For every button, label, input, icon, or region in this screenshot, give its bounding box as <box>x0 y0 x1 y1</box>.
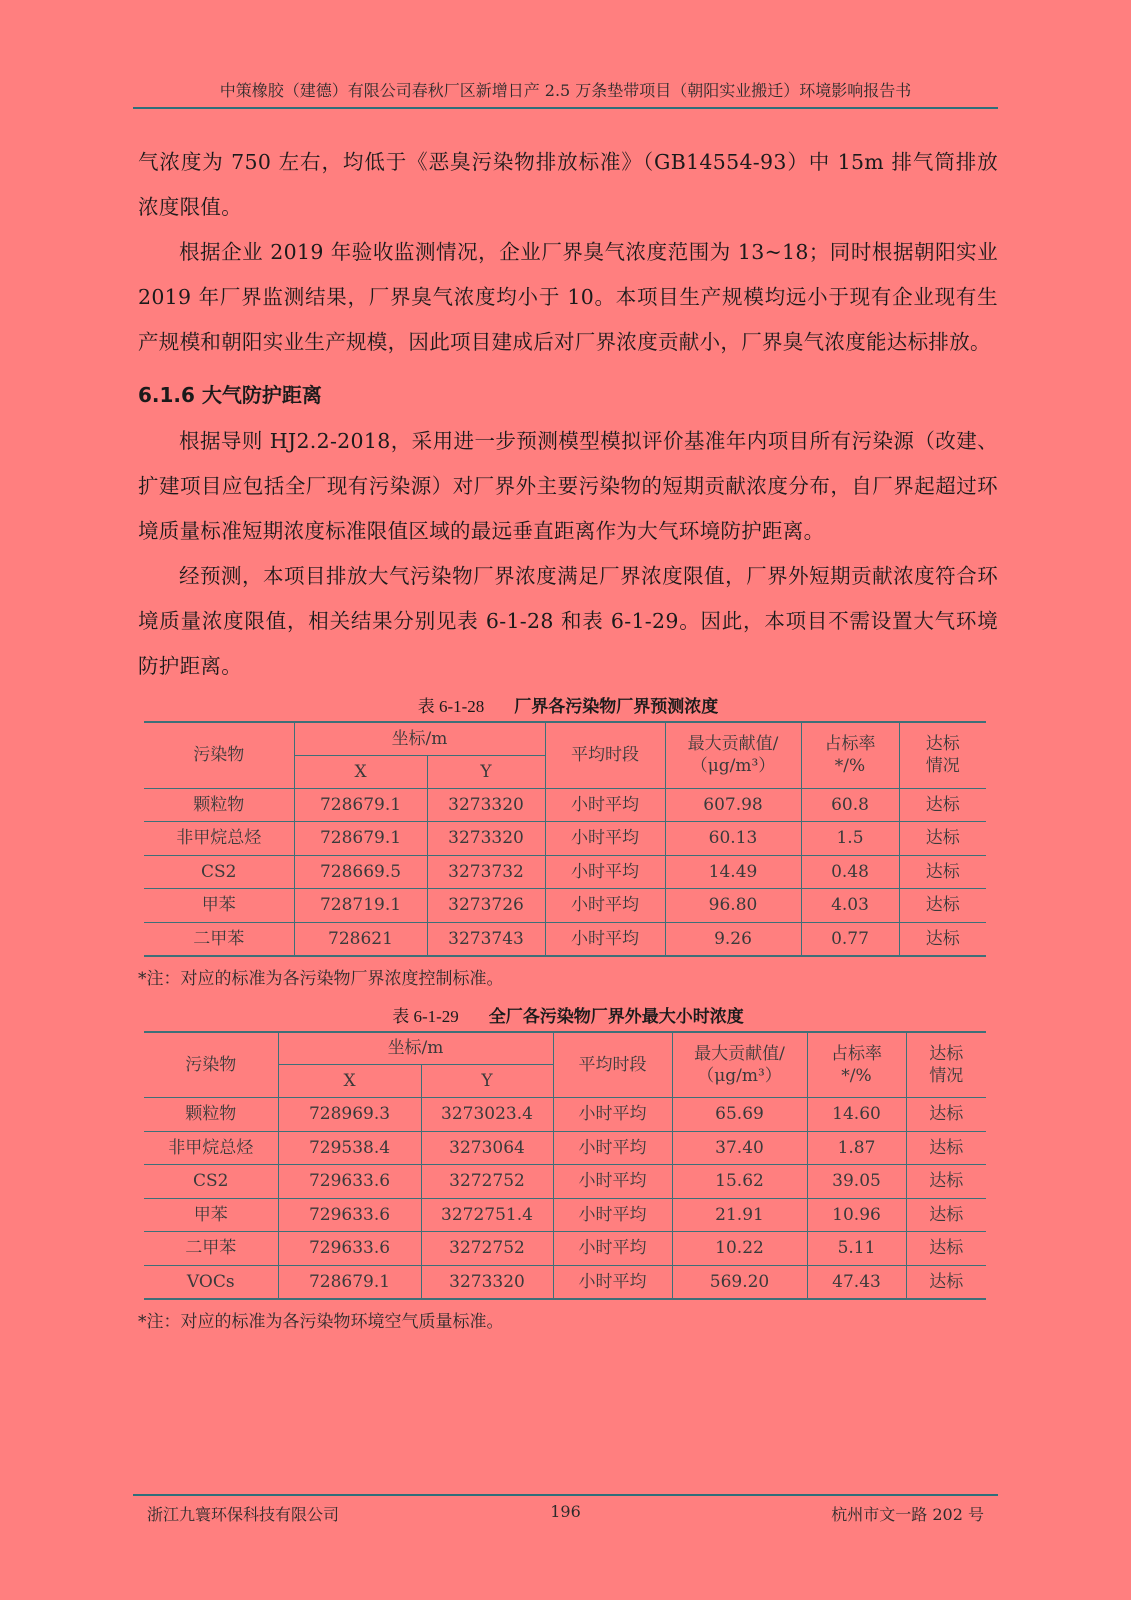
header-status-line1: 达标 <box>929 1043 964 1064</box>
table1 <box>144 721 986 957</box>
header-status-line2: 情况 <box>925 756 960 777</box>
cell: 728719.1 <box>294 889 427 923</box>
header-ratio-line2: */% <box>834 756 866 777</box>
cell: 小时平均 <box>545 822 665 856</box>
cell: CS2 <box>144 1165 278 1199</box>
cell: CS2 <box>144 855 294 889</box>
cell: 小时平均 <box>553 1098 672 1132</box>
cell: 60.8 <box>801 788 899 822</box>
cell: 3273743 <box>427 922 545 956</box>
table-row <box>144 1165 986 1199</box>
cell: 达标 <box>906 1198 986 1232</box>
cell: 1.87 <box>807 1131 906 1165</box>
cell: 3272752 <box>421 1165 553 1199</box>
cell: 60.13 <box>665 822 801 856</box>
header-max <box>665 722 801 788</box>
table-row <box>144 1198 986 1232</box>
cell: 9.26 <box>665 922 801 956</box>
cell: 二甲苯 <box>144 922 294 956</box>
cell: 728669.5 <box>294 855 427 889</box>
header-ratio <box>801 722 899 788</box>
section-title: 6.1.6 大气防护距离 <box>138 383 322 407</box>
header-status-line1: 达标 <box>925 734 960 755</box>
table-row <box>144 822 986 856</box>
cell: 3273320 <box>421 1265 553 1299</box>
cell: 14.49 <box>665 855 801 889</box>
cell: 达标 <box>906 1232 986 1266</box>
page-content <box>138 140 998 1336</box>
cell: 3273732 <box>427 855 545 889</box>
cell: 728679.1 <box>278 1265 421 1299</box>
footer-company: 浙江九寰环保科技有限公司 <box>147 1505 340 1524</box>
cell: 小时平均 <box>553 1232 672 1266</box>
paragraph-1: 气浓度为 750 左右，均低于《恶臭污染物排放标准》（GB14554-93）中 15m 排气筒排放浓度限值。 <box>138 150 998 219</box>
page-header <box>133 78 998 109</box>
table1-caption <box>138 693 998 721</box>
table-row <box>144 922 986 956</box>
table-row <box>144 855 986 889</box>
table2-caption <box>138 1003 998 1031</box>
footer-address: 杭州市文一路 202 号 <box>831 1505 984 1524</box>
cell: 甲苯 <box>144 1198 278 1232</box>
cell: 达标 <box>899 922 986 956</box>
header-pollutant: 污染物 <box>144 722 294 788</box>
cell: 颗粒物 <box>144 788 294 822</box>
page-number: 196 <box>550 1502 581 1521</box>
header-y: Y <box>421 1065 553 1098</box>
cell: 15.62 <box>672 1165 807 1199</box>
cell: 728969.3 <box>278 1098 421 1132</box>
table-row <box>144 889 986 923</box>
table1-note: *注：对应的标准为各污染物厂界浓度控制标准。 <box>138 968 504 989</box>
header-max-line2: （μg/m³） <box>690 756 776 777</box>
table1-number: 表 6-1-28 <box>417 697 485 716</box>
cell: 达标 <box>906 1131 986 1165</box>
cell: 3273023.4 <box>421 1098 553 1132</box>
cell: 小时平均 <box>553 1265 672 1299</box>
cell: 达标 <box>899 822 986 856</box>
cell: 3272751.4 <box>421 1198 553 1232</box>
cell: 0.77 <box>801 922 899 956</box>
cell: 21.91 <box>672 1198 807 1232</box>
header-ratio-line1: 占标率 <box>824 734 876 755</box>
header-ratio-line2: */% <box>841 1065 872 1086</box>
paragraph-4: 经预测，本项目排放大气污染物厂界浓度满足厂界浓度限值，厂界外短期贡献浓度符合环境质量浓度限值，相关结果分别见表 6-1-28 和表 6-1-29。因此，本项目不需设置大气环境防护距离。 <box>138 564 998 678</box>
header-max <box>672 1032 807 1098</box>
header-status-line2: 情况 <box>929 1065 964 1086</box>
header-x: X <box>278 1065 421 1098</box>
table-row <box>144 1232 986 1266</box>
cell: 达标 <box>899 855 986 889</box>
cell: 5.11 <box>807 1232 906 1266</box>
cell: 728621 <box>294 922 427 956</box>
cell: 14.60 <box>807 1098 906 1132</box>
cell: 小时平均 <box>545 922 665 956</box>
header-y: Y <box>427 755 545 788</box>
cell: 小时平均 <box>545 788 665 822</box>
header-ratio <box>807 1032 906 1098</box>
paragraph-3: 根据导则 HJ2.2-2018，采用进一步预测模型模拟评价基准年内项目所有污染源（改建、扩建项目应包括全厂现有污染源）对厂界外主要污染物的短期贡献浓度分布，自厂界起超过环境质量标准短期浓度标准限值区域的最远垂直距离作为大气环境防护距离。 <box>138 429 998 543</box>
cell: 10.22 <box>672 1232 807 1266</box>
cell: 非甲烷总烃 <box>144 1131 278 1165</box>
cell: 小时平均 <box>545 889 665 923</box>
cell: 0.48 <box>801 855 899 889</box>
header-max-line2: （μg/m³） <box>697 1065 782 1086</box>
cell: 4.03 <box>801 889 899 923</box>
header-period: 平均时段 <box>545 722 665 788</box>
cell: 729633.6 <box>278 1232 421 1266</box>
table2 <box>144 1031 986 1300</box>
cell: 3273064 <box>421 1131 553 1165</box>
cell: 729633.6 <box>278 1165 421 1199</box>
cell: 728679.1 <box>294 822 427 856</box>
cell: 37.40 <box>672 1131 807 1165</box>
cell: 达标 <box>906 1165 986 1199</box>
cell: 3273726 <box>427 889 545 923</box>
cell: 达标 <box>899 889 986 923</box>
page-footer <box>133 1494 998 1525</box>
header-pollutant: 污染物 <box>144 1032 278 1098</box>
header-max-line1: 最大贡献值/ <box>687 734 779 755</box>
cell: 607.98 <box>665 788 801 822</box>
cell: 569.20 <box>672 1265 807 1299</box>
cell: 729538.4 <box>278 1131 421 1165</box>
cell: 小时平均 <box>553 1198 672 1232</box>
table-header-row <box>144 1032 986 1065</box>
table-header-row <box>144 722 986 755</box>
table2-note: *注：对应的标准为各污染物环境空气质量标准。 <box>138 1311 504 1332</box>
cell: VOCs <box>144 1265 278 1299</box>
cell: 3272752 <box>421 1232 553 1266</box>
header-coord: 坐标/m <box>278 1032 553 1065</box>
table-row <box>144 788 986 822</box>
header-period: 平均时段 <box>553 1032 672 1098</box>
header-status <box>899 722 986 788</box>
cell: 二甲苯 <box>144 1232 278 1266</box>
table2-title: 全厂各污染物厂界外最大小时浓度 <box>488 1006 744 1027</box>
table2-number: 表 6-1-29 <box>392 1006 459 1026</box>
cell: 96.80 <box>665 889 801 923</box>
cell: 达标 <box>906 1098 986 1132</box>
paragraph-2: 根据企业 2019 年验收监测情况，企业厂界臭气浓度范围为 13~18；同时根据朝阳实业 2019 年厂界监测结果，厂界臭气浓度均小于 10。本项目生产规模均远小于现有企业现有生产规模和朝阳实业生产规模，因此项目建成后对厂界浓度贡献小，厂界臭气浓度能达标排放。 <box>138 240 998 354</box>
cell: 小时平均 <box>553 1165 672 1199</box>
table-row <box>144 1265 986 1299</box>
header-x: X <box>294 755 427 788</box>
cell: 10.96 <box>807 1198 906 1232</box>
header-coord: 坐标/m <box>294 722 545 755</box>
table-row <box>144 1098 986 1132</box>
cell: 甲苯 <box>144 889 294 923</box>
cell: 39.05 <box>807 1165 906 1199</box>
header-title: 中策橡胶（建德）有限公司春秋厂区新增日产 2.5 万条垫带项目（朝阳实业搬迁）环境影响报告书 <box>219 81 912 100</box>
cell: 728679.1 <box>294 788 427 822</box>
cell: 65.69 <box>672 1098 807 1132</box>
cell: 达标 <box>899 788 986 822</box>
cell: 小时平均 <box>553 1131 672 1165</box>
cell: 729633.6 <box>278 1198 421 1232</box>
header-status <box>906 1032 986 1098</box>
header-max-line1: 最大贡献值/ <box>694 1043 785 1064</box>
cell: 3273320 <box>427 822 545 856</box>
cell: 3273320 <box>427 788 545 822</box>
table-row <box>144 1131 986 1165</box>
header-ratio-line1: 占标率 <box>831 1043 882 1064</box>
cell: 47.43 <box>807 1265 906 1299</box>
cell: 小时平均 <box>545 855 665 889</box>
cell: 颗粒物 <box>144 1098 278 1132</box>
cell: 达标 <box>906 1265 986 1299</box>
cell: 非甲烷总烃 <box>144 822 294 856</box>
table1-title: 厂界各污染物厂界预测浓度 <box>514 697 719 717</box>
cell: 1.5 <box>801 822 899 856</box>
